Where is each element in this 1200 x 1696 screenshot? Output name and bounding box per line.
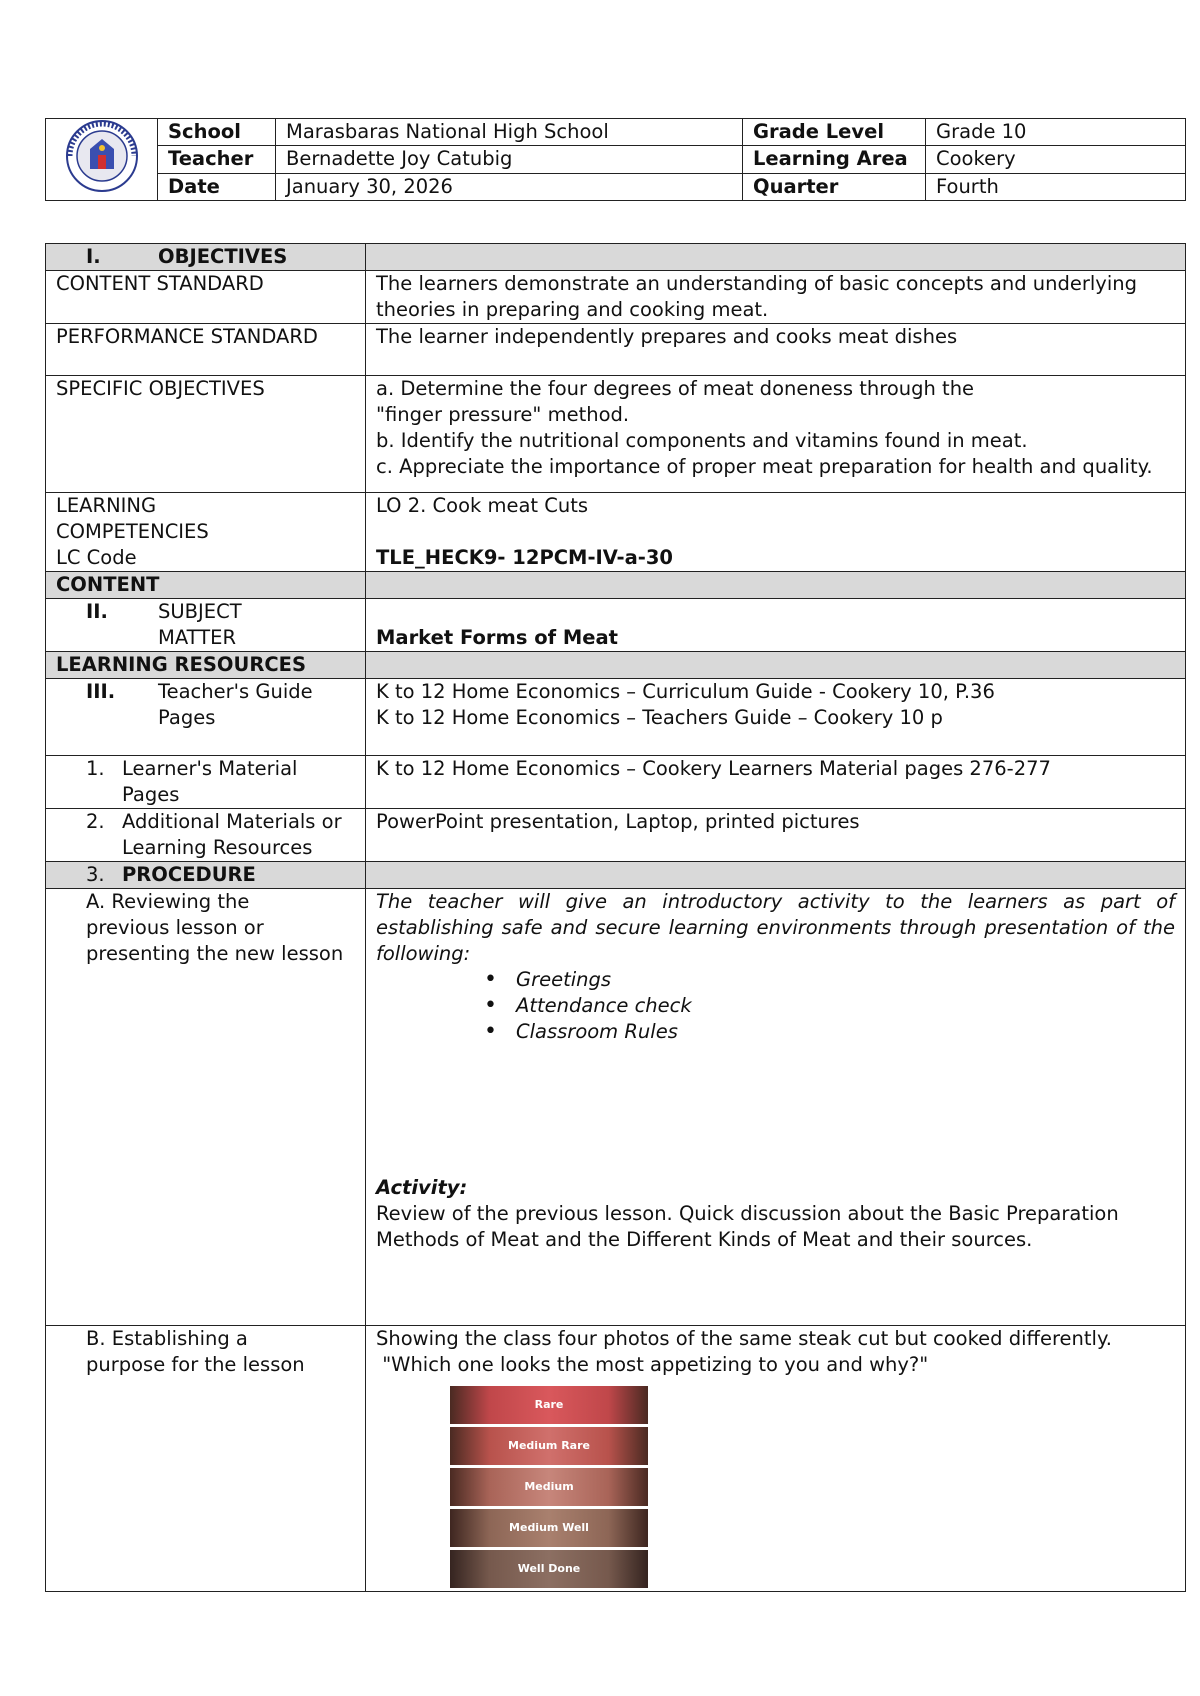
objective-a-line1: a. Determine the four degrees of meat doneness through the xyxy=(376,377,975,400)
quarter-value: Fourth xyxy=(926,173,1186,200)
grade-level-label: Grade Level xyxy=(743,119,926,146)
learning-area-label: Learning Area xyxy=(743,146,926,173)
learners-material-text: K to 12 Home Economics – Cookery Learners Material pages 276-277 xyxy=(366,756,1186,809)
learning-area-value: Cookery xyxy=(926,146,1186,173)
teacher-value: Bernadette Joy Catubig xyxy=(276,146,743,173)
specific-objectives-row xyxy=(46,376,1186,493)
procedure-b-label-1: B. Establishing a xyxy=(86,1327,248,1350)
subject-matter-number: II. xyxy=(86,600,108,623)
content-standard-text: The learners demonstrate an understanding of basic concepts and underlying theories in preparing and cooking meat. xyxy=(366,271,1186,324)
additional-materials-text: PowerPoint presentation, Laptop, printed pictures xyxy=(366,809,1186,862)
procedure-number: 3. xyxy=(86,863,105,886)
activity-text: Review of the previous lesson. Quick discussion about the Basic Preparation Methods of Meat and the Different Kinds of Meat and their sources. xyxy=(376,1202,1119,1251)
procedure-a-label-1: A. Reviewing the xyxy=(86,890,250,913)
procedure-a-intro: The teacher will give an introductory activity to the learners as part of establishing safe and secure learning environments through presentation of the following: xyxy=(376,890,1175,965)
objective-a-line2: "finger pressure" method. xyxy=(376,403,630,426)
teachers-guide-number: III. xyxy=(86,680,116,703)
procedure-b-text-1: Showing the class four photos of the same steak cut but cooked differently. xyxy=(376,1327,1112,1350)
steak-doneness-image xyxy=(450,1386,648,1588)
bullet-item: • Attendance check xyxy=(376,993,1175,1019)
content-standard-label: CONTENT STANDARD xyxy=(46,271,366,324)
learners-material-label-2: Pages xyxy=(122,783,180,806)
learners-material-number: 1. xyxy=(86,757,105,780)
school-value: Marasbaras National High School xyxy=(276,119,743,146)
procedure-b-row xyxy=(46,1326,1186,1592)
teachers-guide-ref-1: K to 12 Home Economics – Curriculum Guide - Cookery 10, P.36 xyxy=(376,680,995,703)
bullet-item: • Classroom Rules xyxy=(376,1019,1175,1045)
additional-materials-label-1: Additional Materials or xyxy=(122,810,342,833)
teachers-guide-label-2: Pages xyxy=(158,706,216,729)
steak-slice-medium: Medium xyxy=(450,1468,648,1506)
procedure-b-label-2: purpose for the lesson xyxy=(86,1353,305,1376)
objectives-heading: OBJECTIVES xyxy=(158,245,288,268)
teacher-label: Teacher xyxy=(158,146,276,173)
learning-competencies-label-2: COMPETENCIES xyxy=(56,520,209,543)
header-table xyxy=(45,118,1186,201)
lc-code-label: LC Code xyxy=(56,546,137,569)
content-standard-row xyxy=(46,271,1186,324)
procedure-section-row xyxy=(46,862,1186,889)
deped-seal-icon xyxy=(54,119,150,193)
steak-slice-well-done: Well Done xyxy=(450,1550,648,1588)
subject-matter-label-2: MATTER xyxy=(158,626,236,649)
procedure-a-bullets xyxy=(376,967,1175,1045)
procedure-a-row xyxy=(46,889,1186,1326)
specific-objectives-label: SPECIFIC OBJECTIVES xyxy=(46,376,366,493)
additional-materials-label-2: Learning Resources xyxy=(122,836,313,859)
procedure-heading: PROCEDURE xyxy=(122,863,256,886)
objectives-number: I. xyxy=(86,245,101,268)
school-label: School xyxy=(158,119,276,146)
learners-material-row xyxy=(46,756,1186,809)
content-section-row xyxy=(46,572,1186,599)
procedure-a-label-3: presenting the new lesson xyxy=(86,942,344,965)
competency-text: LO 2. Cook meat Cuts xyxy=(376,494,589,517)
teachers-guide-label-1: Teacher's Guide xyxy=(158,680,313,703)
procedure-b-text-2: "Which one looks the most appetizing to you and why?" xyxy=(376,1353,929,1376)
objectives-section-row xyxy=(46,244,1186,271)
learning-resources-heading: LEARNING RESOURCES xyxy=(46,652,366,679)
subject-matter-row xyxy=(46,599,1186,652)
learning-competencies-label-1: LEARNING xyxy=(56,494,157,517)
learning-competencies-row xyxy=(46,493,1186,572)
objective-b: b. Identify the nutritional components and vitamins found in meat. xyxy=(376,429,1028,452)
procedure-a-label-2: previous lesson or xyxy=(86,916,264,939)
date-value: January 30, 2026 xyxy=(276,173,743,200)
lesson-plan-table xyxy=(45,243,1186,1592)
activity-heading: Activity: xyxy=(376,1176,468,1199)
steak-slice-medium-rare: Medium Rare xyxy=(450,1427,648,1465)
content-heading: CONTENT xyxy=(46,572,366,599)
teachers-guide-row xyxy=(46,679,1186,756)
lc-code-value: TLE_HECK9- 12PCM-IV-a-30 xyxy=(376,546,673,569)
date-label: Date xyxy=(158,173,276,200)
performance-standard-text: The learner independently prepares and cooks meat dishes xyxy=(366,324,1186,376)
grade-level-value: Grade 10 xyxy=(926,119,1186,146)
teachers-guide-ref-2: K to 12 Home Economics – Teachers Guide – Cookery 10 p xyxy=(376,706,943,729)
steak-slice-medium-well: Medium Well xyxy=(450,1509,648,1547)
deped-seal xyxy=(46,119,158,201)
additional-materials-row xyxy=(46,809,1186,862)
performance-standard-label: PERFORMANCE STANDARD xyxy=(46,324,366,376)
performance-standard-row xyxy=(46,324,1186,376)
learning-resources-section-row xyxy=(46,652,1186,679)
steak-slice-rare: Rare xyxy=(450,1386,648,1424)
learners-material-label-1: Learner's Material xyxy=(122,757,298,780)
quarter-label: Quarter xyxy=(743,173,926,200)
bullet-item: • Greetings xyxy=(376,967,1175,993)
subject-matter-value: Market Forms of Meat xyxy=(376,626,618,649)
objective-c: c. Appreciate the importance of proper meat preparation for health and quality. xyxy=(376,455,1153,478)
subject-matter-label-1: SUBJECT xyxy=(158,600,242,623)
additional-materials-number: 2. xyxy=(86,810,105,833)
